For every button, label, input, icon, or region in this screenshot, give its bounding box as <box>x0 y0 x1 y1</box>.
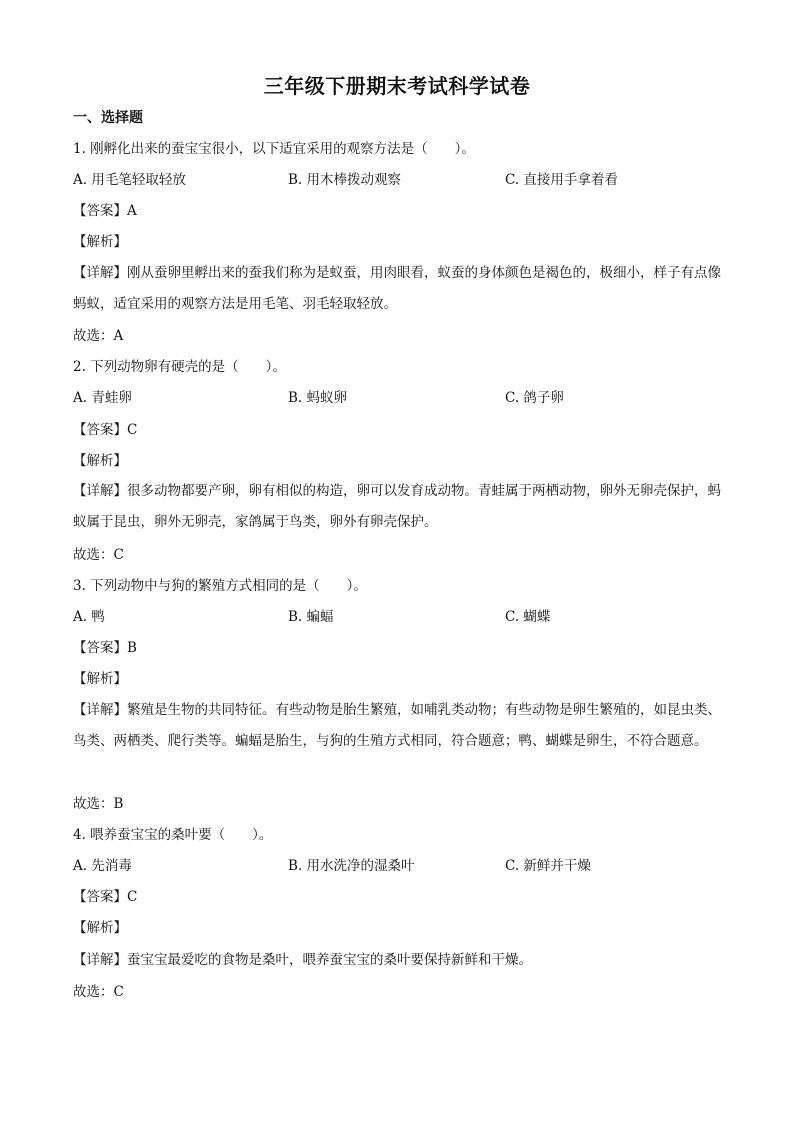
question-3-choice: 故选：B <box>73 796 124 812</box>
question-2-stem: 2. 下列动物卵有硬壳的是（ ）。 <box>73 359 286 375</box>
question-3-detail: 【详解】繁殖是生物的共同特征。有些动物是胎生繁殖，如哺乳类动物；有些动物是卵生繁殖的，如昆虫类、鸟类、两栖类、爬行类等。蝙蝠是胎生，与狗的生殖方式相同，符合题意；鸭、蝴蝶是卵生，不符合题意。 <box>73 702 721 749</box>
question-4-analysis: 【解析】 <box>73 920 127 936</box>
question-3-option-b: B. 蝙蝠 <box>288 609 334 625</box>
question-3-analysis: 【解析】 <box>73 671 127 687</box>
page-title: 三年级下册期末考试科学试卷 <box>263 74 531 98</box>
question-3-option-a: A. 鸭 <box>73 609 105 625</box>
question-2-choice: 故选：C <box>73 547 124 563</box>
question-3-answer: 【答案】B <box>73 640 137 656</box>
question-4-option-b: B. 用水洗净的湿桑叶 <box>288 858 415 874</box>
question-2-option-b: B. 蚂蚁卵 <box>288 390 348 406</box>
question-4-detail: 【详解】蚕宝宝最爱吃的食物是桑叶，喂养蚕宝宝的桑叶要保持新鲜和干燥。 <box>73 952 532 968</box>
question-4-option-c: C. 新鲜并干燥 <box>505 858 591 874</box>
question-3-option-c: C. 蝴蝶 <box>505 609 551 625</box>
question-2-option-a: A. 青蛙卵 <box>73 390 132 406</box>
question-4-answer: 【答案】C <box>73 889 138 905</box>
question-1-detail: 【详解】刚从蚕卵里孵出来的蚕我们称为是蚁蚕，用肉眼看，蚁蚕的身体颜色是褐色的，极细小，样子有点像蚂蚁，适宜采用的观察方法是用毛笔、羽毛轻取轻放。 <box>73 265 721 312</box>
question-1-answer: 【答案】A <box>73 203 137 219</box>
question-1-analysis: 【解析】 <box>73 234 127 250</box>
question-1-option-a: A. 用毛笔轻取轻放 <box>73 172 186 188</box>
question-1-option-c: C. 直接用手拿着看 <box>505 172 618 188</box>
question-1-choice: 故选：A <box>73 328 124 344</box>
section-title: 一、选择题 <box>73 110 143 126</box>
question-4-choice: 故选：C <box>73 984 124 1000</box>
question-1-option-b: B. 用木棒拨动观察 <box>288 172 402 188</box>
question-3-stem: 3. 下列动物中与狗的繁殖方式相同的是（ ）。 <box>73 578 367 594</box>
question-1-stem: 1. 刚孵化出来的蚕宝宝很小，以下适宜采用的观察方法是（ ）。 <box>73 141 475 157</box>
question-2-detail: 【详解】很多动物都要产卵，卵有相似的构造，卵可以发育成动物。青蛙属于两栖动物，卵外无卵壳保护，蚂蚁属于昆虫，卵外无卵壳，家鸽属于鸟类，卵外有卵壳保护。 <box>73 483 721 530</box>
question-2-answer: 【答案】C <box>73 422 138 438</box>
question-4-stem: 4. 喂养蚕宝宝的桑叶要（ ）。 <box>73 827 273 843</box>
question-2-analysis: 【解析】 <box>73 453 127 469</box>
question-4-option-a: A. 先消毒 <box>73 858 132 874</box>
question-2-option-c: C. 鸽子卵 <box>505 390 564 406</box>
